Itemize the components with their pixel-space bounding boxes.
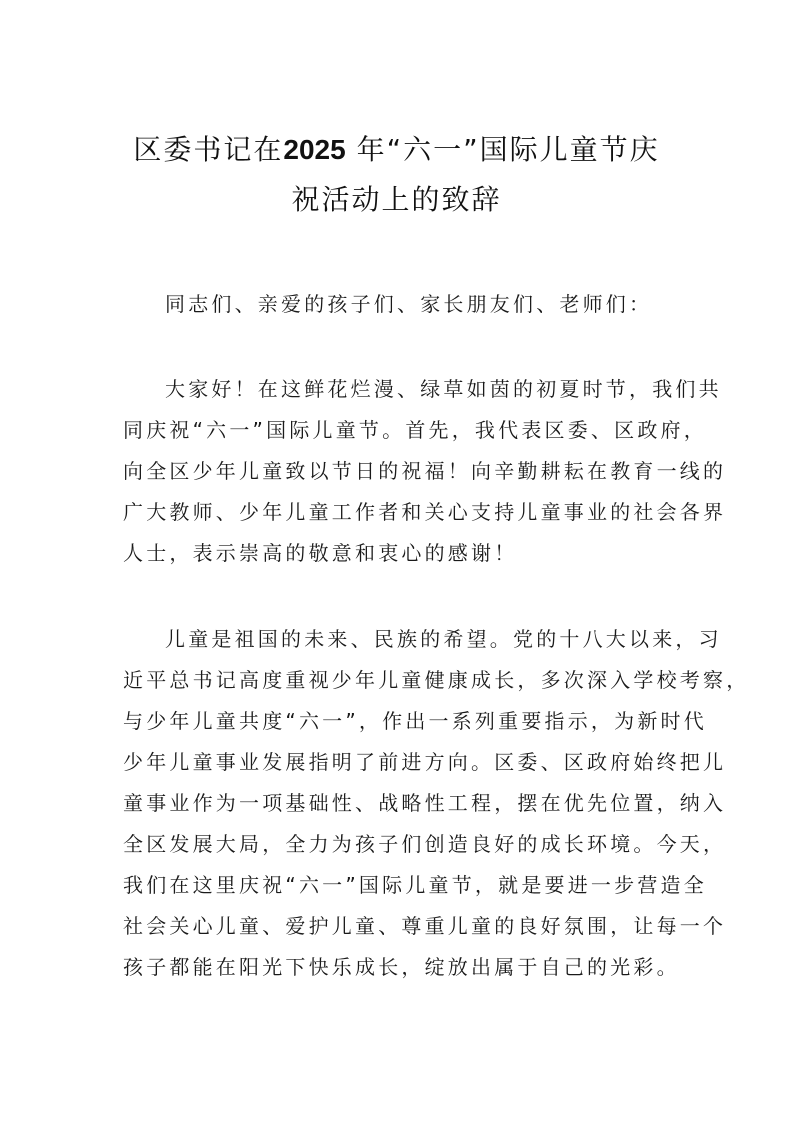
title-suffix: 年“六一”国际儿童节庆 — [356, 133, 660, 166]
paragraph-1-line-1: 大家好！在这鲜花烂漫、绿草如茵的初夏时节，我们共 — [165, 377, 722, 401]
title-line-2: 祝活动上的致辞 — [291, 183, 502, 216]
paragraph-1-line-2: 同庆祝“六一”国际儿童节。首先，我代表区委、区政府， — [123, 418, 707, 442]
paragraph-2-line-7: 我们在这里庆祝“六一”国际儿童节，就是要进一步营造全 — [123, 873, 707, 897]
title-year: 2025 — [283, 134, 346, 165]
paragraph-1-line-3: 向全区少年儿童致以节日的祝福！向辛勤耕耘在教育一线的 — [123, 459, 727, 483]
paragraph-2-line-8: 社会关心儿童、爱护儿童、尊重儿童的良好氛围，让每一个 — [123, 914, 727, 938]
paragraph-2-line-2: 近平总书记高度重视少年儿童健康成长，多次深入学校考察， — [123, 668, 750, 692]
paragraph-2-line-5: 童事业作为一项基础性、战略性工程，摆在优先位置，纳入 — [123, 791, 727, 815]
paragraph-1-line-5: 人士，表示崇高的敬意和衷心的感谢！ — [123, 541, 518, 565]
paragraph-2-line-4: 少年儿童事业发展指明了前进方向。区委、区政府始终把儿 — [123, 750, 727, 774]
paragraph-2-line-1: 儿童是祖国的未来、民族的希望。党的十八大以来，习 — [165, 627, 722, 651]
title-line-1 — [0, 125, 793, 175]
paragraph-2-line-3: 与少年儿童共度“六一”，作出一系列重要指示，为新时代 — [123, 709, 707, 733]
paragraph-1-line-4: 广大教师、少年儿童工作者和关心支持儿童事业的社会各界 — [123, 500, 727, 524]
document-title — [0, 125, 793, 225]
paragraph-2-line-6: 全区发展大局，全力为孩子们创造良好的成长环境。今天， — [123, 832, 727, 856]
paragraph-2-line-9: 孩子都能在阳光下快乐成长，绽放出属于自己的光彩。 — [123, 955, 680, 979]
salutation: 同志们、亲爱的孩子们、家长朋友们、老师们： — [165, 292, 653, 316]
title-prefix: 区委书记在 — [133, 133, 284, 166]
